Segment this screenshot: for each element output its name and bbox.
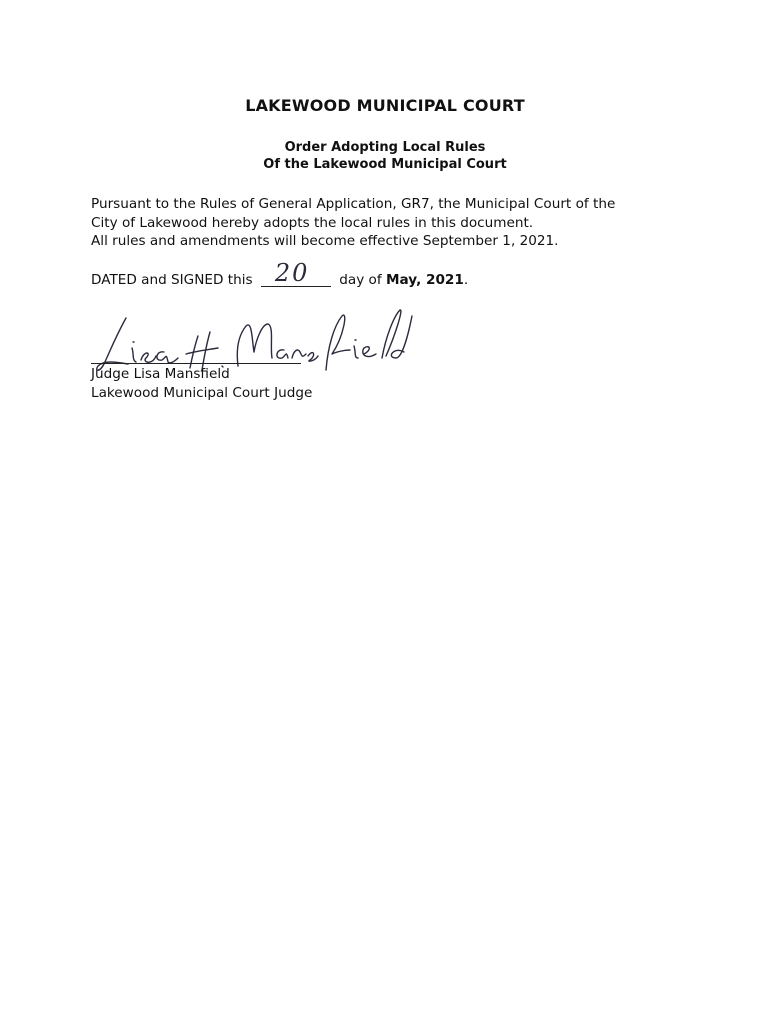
signature-line bbox=[91, 363, 301, 364]
body-line-2: City of Lakewood hereby adopts the local rules in this document. bbox=[91, 214, 534, 231]
dated-middle: day of bbox=[339, 272, 382, 288]
day-blank-field bbox=[261, 259, 331, 287]
judge-name: Judge Lisa Mansfield bbox=[91, 366, 230, 382]
order-title bbox=[0, 139, 770, 173]
order-title-line1: Order Adopting Local Rules bbox=[284, 140, 486, 155]
dated-suffix: . bbox=[463, 272, 469, 288]
handwritten-day: 20 bbox=[274, 259, 310, 287]
body-line-3: All rules and amendments will become effective September 1, 2021. bbox=[91, 233, 559, 249]
order-title-line2: Of the Lakewood Municipal Court bbox=[263, 157, 507, 172]
judge-signature-block bbox=[91, 365, 312, 402]
judge-title: Lakewood Municipal Court Judge bbox=[91, 384, 313, 401]
dated-month-year: May, 2021 bbox=[386, 272, 464, 288]
order-body-paragraph bbox=[91, 195, 711, 251]
body-line-1: Pursuant to the Rules of General Application, GR7, the Municipal Court of the bbox=[91, 196, 616, 212]
dated-prefix: DATED and SIGNED this bbox=[91, 272, 253, 288]
dated-signed-line bbox=[91, 259, 469, 288]
court-title: LAKEWOOD MUNICIPAL COURT bbox=[245, 96, 525, 115]
